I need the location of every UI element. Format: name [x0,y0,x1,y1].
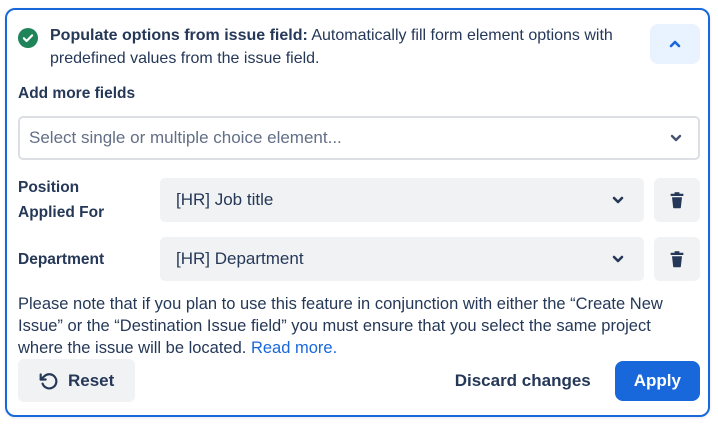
check-circle-icon [18,28,38,48]
choice-element-select[interactable] [18,116,700,160]
add-more-fields-label: Add more fields [18,85,136,102]
trash-icon [667,190,687,210]
chevron-down-icon [668,130,684,146]
collapse-panel-button[interactable] [650,24,700,64]
field-row-label: Position Applied For [18,179,105,221]
choice-element-select-placeholder: Select single or multiple choice element... [29,128,342,147]
panel-title: Populate options from issue field: [50,27,308,44]
panel-description-block [50,24,638,70]
field-row-label: Department [18,250,105,268]
chevron-up-icon [667,36,683,52]
trash-icon [667,249,687,269]
reset-button[interactable] [18,359,135,402]
note-body: Please note that if you plan to use this feature in conjunction with either the “Create New Issue” or the “Destination Issue field” you must ensure that you select the same project where the issue will be located. [18,295,663,357]
populate-options-panel [5,8,710,417]
chevron-down-icon [610,192,626,208]
issue-field-dropdown[interactable] [160,237,644,281]
reset-button-label: Reset [68,370,115,390]
panel-header [18,24,700,70]
issue-field-dropdown-value: [HR] Department [176,249,304,268]
delete-field-button[interactable] [654,178,700,222]
discard-changes-button[interactable]: Discard changes [454,370,591,390]
note-text [18,293,700,359]
panel-description: Automatically fill form element options with predefined values from the issue field. [50,27,613,67]
apply-button[interactable]: Apply [615,361,700,401]
read-more-link[interactable]: Read more. [250,339,338,357]
delete-field-button[interactable] [654,237,700,281]
panel-footer [18,359,700,402]
mapped-field-row [18,237,700,281]
chevron-down-icon [610,251,626,267]
issue-field-dropdown[interactable] [160,178,644,222]
rotate-ccw-icon [39,371,59,391]
issue-field-dropdown-value: [HR] Job title [176,190,274,209]
mapped-field-row [18,178,700,222]
